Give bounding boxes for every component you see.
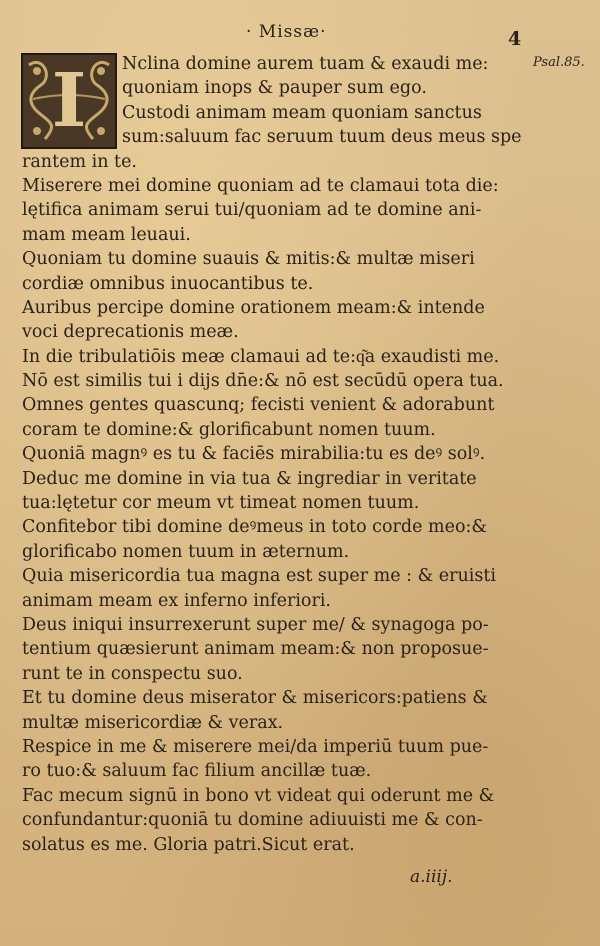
margin-reference: Psal.85. xyxy=(533,55,585,70)
text-line: Deus iniqui insurrexerunt super me/ & synagoga po- xyxy=(22,614,489,635)
text-line: rantem in te. xyxy=(22,151,137,172)
text-line: coram te domine:& glorificabunt nomen tuum. xyxy=(22,419,436,440)
text-line: Et tu domine deus miserator & misericors:patiens & xyxy=(22,688,488,709)
text-line: mam meam leuaui. xyxy=(22,224,191,245)
text-line: Omnes gentes quascunq; fecisti venient & adorabunt xyxy=(22,395,495,416)
running-head: · Missæ· xyxy=(246,22,327,42)
text-line: Quia misericordia tua magna est super me : & eruisti xyxy=(22,566,496,587)
text-line: sum:saluum fac seruum tuum deus meus spe xyxy=(122,127,522,148)
text-line: multæ misericordiæ & verax. xyxy=(22,712,284,733)
text-line: quoniam inops & pauper sum ego. xyxy=(122,78,427,99)
text-line: Auribus percipe domine orationem meam:& intende xyxy=(22,297,485,318)
initial-letter: I xyxy=(51,58,87,144)
text-line: lętifica animam serui tui/quoniam ad te domine ani- xyxy=(22,200,482,221)
folio-number: 4 xyxy=(508,28,522,50)
text-line: In die tribulatiōis meæ clamaui ad te:q͂a exaudisti me. xyxy=(22,346,500,367)
text-line: Confitebor tibi domine deꝰmeus in toto corde meo:& xyxy=(22,517,487,538)
text-line: Quoniā magnꝰ es tu & faciēs mirabilia:tu es deꝰ solꝰ. xyxy=(22,444,486,465)
text-line: animam meam ex inferno inferiori. xyxy=(22,590,331,611)
text-line: Nō est similis tui i dijs dn̄e:& nō est secūdū opera tua. xyxy=(22,371,504,392)
text-line: tua:lętetur cor meum vt timeat nomen tuum. xyxy=(22,493,420,514)
text-line: cordiæ omnibus inuocantibus te. xyxy=(22,273,314,294)
text-line: tentium quæsierunt animam meam:& non proposue- xyxy=(22,639,489,660)
text-line: Quoniam tu domine suauis & mitis:& multæ miseri xyxy=(22,249,475,270)
text-line: runt te in conspectu suo. xyxy=(22,663,243,684)
text-line: ro tuo:& saluum fac filium ancillæ tuæ. xyxy=(22,761,372,782)
text-line: glorificabo nomen tuum in æternum. xyxy=(22,541,350,562)
psalm-text xyxy=(22,52,522,857)
text-line: Fac mecum signū in bono vt videat qui oderunt me & xyxy=(22,785,495,806)
signature-mark: a.iiij. xyxy=(410,867,453,887)
text-line: voci deprecationis meæ. xyxy=(22,322,239,343)
text-line: Custodi animam meam quoniam sanctus xyxy=(122,102,482,123)
text-line: Respice in me & miserere mei/da imperiū tuum pue- xyxy=(22,736,489,757)
text-line: solatus es me. Gloria patri.Sicut erat. xyxy=(22,834,355,855)
text-line: confundantur:quoniā tu domine adiuuisti me & con- xyxy=(22,810,483,831)
text-line: Nclina domine aurem tuam & exaudi me: xyxy=(122,54,489,74)
text-line: Deduc me domine in via tua & ingrediar in veritate xyxy=(22,468,477,489)
text-line: Miserere mei domine quoniam ad te clamaui tota die: xyxy=(22,175,499,196)
